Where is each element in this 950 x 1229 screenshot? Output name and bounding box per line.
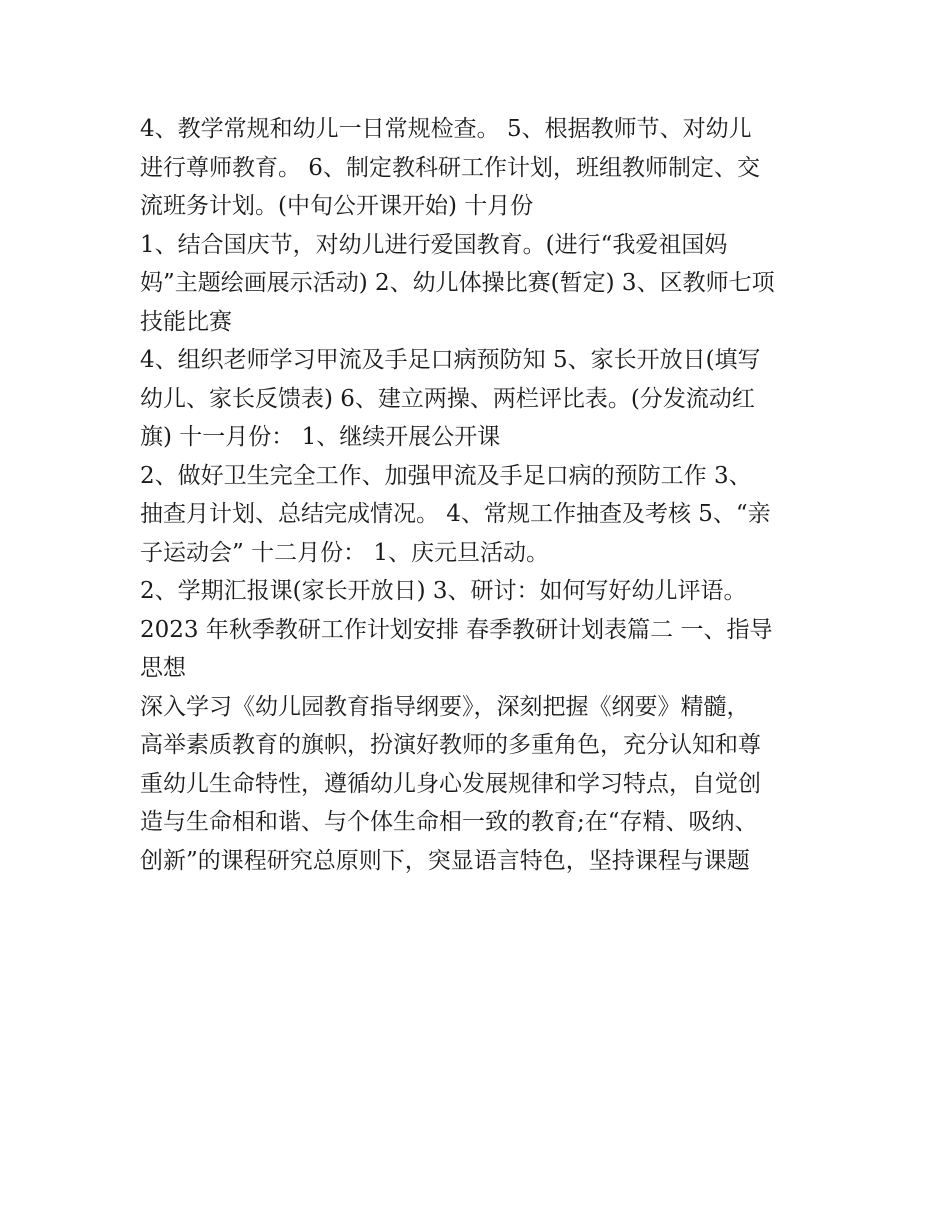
text-line: 2、做好卫生完全工作、加强甲流及手足口病的预防工作 3、 bbox=[140, 462, 752, 489]
text-line: 抽查月计划、总结完成情况。 4、常规工作抽查及考核 5、“亲 bbox=[140, 501, 771, 527]
text-line: 2023 年秋季教研工作计划安排 春季教研计划表篇二 一、指导 bbox=[140, 616, 773, 643]
text-line: 妈”主题绘画展示活动) 2、幼儿体操比赛(暂定) 3、区教师七项 bbox=[140, 270, 775, 296]
text-line: 流班务计划。(中旬公开课开始) 十月份 bbox=[140, 193, 534, 219]
text-line: 幼儿、家长反馈表) 6、建立两操、两栏评比表。(分发流动红 bbox=[140, 385, 755, 412]
text-line: 1、结合国庆节，对幼儿进行爱国教育。(进行“我爱祖国妈 bbox=[140, 231, 728, 258]
text-line: 造与生命相和谐、与个体生命相一致的教育;在“存精、吸纳、 bbox=[140, 809, 758, 835]
text-line: 进行尊师教育。 6、制定教科研工作计划，班组教师制定、交 bbox=[140, 154, 760, 181]
text-line: 4、组织老师学习甲流及手足口病预防知 5、家长开放日(填写 bbox=[140, 347, 761, 373]
text-line: 技能比赛 bbox=[140, 308, 232, 335]
text-line: 子运动会” 十二月份： 1、庆元旦活动。 bbox=[140, 539, 550, 566]
text-line: 4、教学常规和幼儿一日常规检查。 5、根据教师节、对幼儿 bbox=[140, 116, 752, 142]
text-line: 2、学期汇报课(家长开放日) 3、研讨：如何写好幼儿评语。 bbox=[140, 578, 747, 604]
document-body bbox=[140, 110, 830, 880]
text-line: 重幼儿生命特性，遵循幼儿身心发展规律和学习特点，自觉创 bbox=[140, 770, 761, 797]
text-line: 创新”的课程研究总原则下，突显语言特色，坚持课程与课题 bbox=[140, 847, 750, 874]
text-line: 思想 bbox=[140, 655, 186, 681]
text-line: 旗) 十一月份： 1、继续开展公开课 bbox=[140, 424, 501, 450]
text-line: 深入学习《幼儿园教育指导纲要》，深刻把握《纲要》精髓， bbox=[140, 693, 750, 720]
text-line: 高举素质教育的旗帜，扮演好教师的多重角色，充分认知和尊 bbox=[140, 732, 761, 758]
